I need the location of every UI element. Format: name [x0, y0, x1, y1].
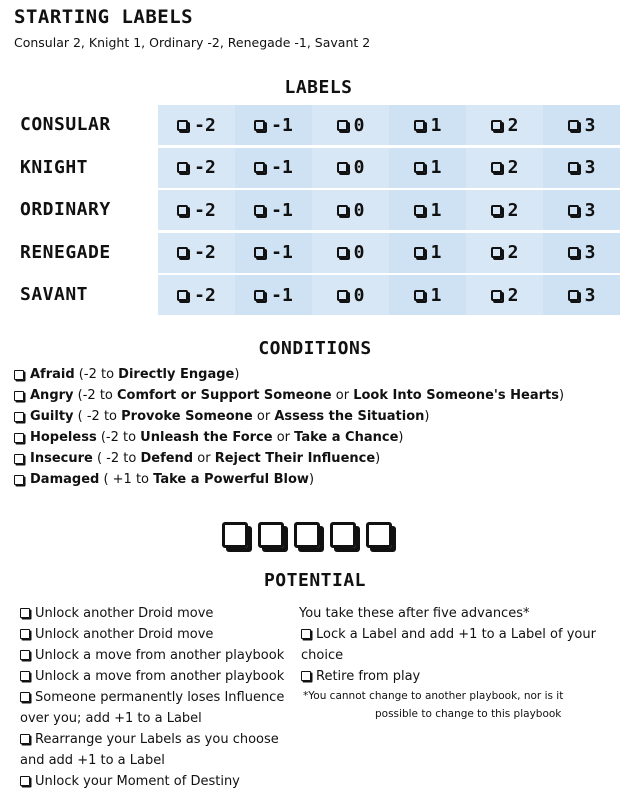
checkbox-icon[interactable]	[414, 290, 425, 301]
label-option[interactable]	[466, 275, 543, 315]
label-value: -1	[271, 199, 293, 221]
condition-or: or	[252, 409, 275, 424]
label-value: 3	[584, 199, 596, 221]
label-option[interactable]	[158, 190, 235, 230]
checkbox-icon[interactable]	[177, 162, 188, 173]
label-option[interactable]	[543, 105, 620, 145]
label-value: -2	[194, 114, 216, 136]
checkbox-icon[interactable]	[491, 290, 502, 301]
label-cells	[158, 105, 620, 145]
label-option[interactable]	[312, 190, 389, 230]
checkbox-icon[interactable]	[337, 205, 348, 216]
label-row	[0, 275, 637, 315]
starting-labels-text: Consular 2, Knight 1, Ordinary -2, Renegade -1, Savant 2	[14, 35, 371, 50]
label-option[interactable]	[543, 275, 620, 315]
label-value: 0	[353, 157, 365, 178]
condition-name: Afraid	[30, 367, 75, 382]
condition-move: Assess the Situation	[274, 409, 425, 424]
checkbox-icon[interactable]	[14, 433, 24, 443]
checkbox-icon[interactable]	[254, 290, 265, 301]
condition-item	[14, 427, 564, 448]
label-cells	[158, 233, 620, 273]
checkbox-icon[interactable]	[14, 412, 24, 422]
labels-title: LABELS	[284, 77, 353, 98]
condition-post: )	[234, 367, 240, 382]
label-value: 2	[507, 242, 519, 263]
checkbox-icon[interactable]	[301, 671, 311, 681]
condition-pre: (-2 to	[73, 388, 117, 403]
potential-item	[20, 687, 290, 729]
label-cells	[158, 275, 620, 315]
checkbox-icon[interactable]	[20, 650, 30, 660]
potential-text: Someone permanently loses Influence over you; add +1 to a Label	[20, 690, 285, 726]
label-value: 0	[353, 284, 365, 306]
potential-note-1: *You cannot change to another playbook, nor is it	[303, 690, 564, 702]
advance-checkbox[interactable]	[366, 522, 392, 548]
label-row	[0, 148, 637, 188]
condition-name: Hopeless	[30, 430, 97, 445]
condition-move: Reject Their Influence	[214, 451, 376, 466]
label-value: -2	[194, 242, 216, 263]
label-value: 3	[584, 284, 596, 306]
label-row	[0, 105, 637, 145]
potential-note-2: possible to change to this playbook	[375, 708, 562, 720]
label-value: 0	[353, 114, 365, 136]
condition-pre: ( -2 to	[92, 451, 141, 466]
condition-move: Look Into Someone's Hearts	[353, 388, 560, 403]
label-option[interactable]	[543, 190, 620, 230]
condition-pre: (-2 to	[74, 367, 119, 382]
potential-text: Unlock another Droid move	[35, 606, 214, 621]
potential-intro: You take these after five advances*	[299, 606, 530, 621]
condition-item	[14, 448, 564, 469]
potential-left-list	[20, 603, 290, 792]
advance-checkbox[interactable]	[258, 522, 284, 548]
checkbox-icon[interactable]	[20, 776, 30, 786]
condition-pre: (-2 to	[96, 430, 141, 445]
label-option[interactable]	[466, 190, 543, 230]
condition-text	[30, 364, 239, 385]
label-value: -1	[271, 114, 293, 136]
checkbox-icon[interactable]	[14, 370, 24, 380]
label-option[interactable]	[158, 105, 235, 145]
checkbox-icon[interactable]	[177, 120, 188, 131]
label-value: 1	[430, 284, 442, 306]
potential-item	[20, 645, 290, 666]
label-value: 0	[353, 199, 365, 221]
checkbox-icon[interactable]	[14, 391, 24, 401]
label-option[interactable]	[389, 233, 466, 273]
checkbox-icon[interactable]	[177, 290, 188, 301]
checkbox-icon[interactable]	[568, 290, 579, 301]
label-value: -1	[271, 157, 293, 178]
label-value: -1	[271, 284, 293, 306]
condition-post: )	[398, 430, 404, 445]
label-option[interactable]	[466, 105, 543, 145]
potential-item	[20, 771, 290, 792]
label-value: 3	[584, 157, 596, 178]
advance-checkbox[interactable]	[330, 522, 356, 548]
label-option[interactable]	[235, 190, 312, 230]
potential-title: POTENTIAL	[263, 570, 367, 591]
condition-item	[14, 469, 564, 490]
label-option[interactable]	[312, 233, 389, 273]
condition-move: Unleash the Force	[140, 430, 273, 445]
checkbox-icon[interactable]	[14, 454, 24, 464]
checkbox-icon[interactable]	[254, 247, 265, 258]
label-value: 2	[507, 284, 519, 306]
potential-text: Rearrange your Labels as you choose and add +1 to a Label	[20, 732, 279, 768]
label-option[interactable]	[389, 105, 466, 145]
label-value: 3	[584, 242, 596, 263]
condition-text	[30, 385, 564, 406]
checkbox-icon[interactable]	[414, 247, 425, 258]
label-value: -1	[271, 242, 293, 263]
condition-move: Directly Engage	[118, 367, 235, 382]
checkbox-icon[interactable]	[414, 205, 425, 216]
label-cells	[158, 148, 620, 188]
potential-item	[299, 624, 599, 666]
label-name: KNIGHT	[20, 156, 89, 178]
label-name: SAVANT	[20, 284, 89, 305]
label-name: ORDINARY	[20, 199, 111, 220]
label-value: 1	[430, 242, 442, 263]
checkbox-icon[interactable]	[337, 162, 348, 173]
condition-text	[30, 406, 429, 427]
potential-text: Unlock another Droid move	[35, 627, 214, 642]
label-row	[0, 233, 637, 273]
potential-item	[299, 666, 599, 687]
label-option[interactable]	[235, 233, 312, 273]
condition-or: or	[272, 430, 295, 445]
label-option[interactable]	[543, 148, 620, 188]
checkbox-icon[interactable]	[14, 475, 24, 485]
condition-text	[30, 448, 380, 469]
potential-right-list	[299, 603, 599, 723]
label-value: 1	[430, 114, 442, 136]
label-option[interactable]	[466, 233, 543, 273]
label-option[interactable]	[389, 190, 466, 230]
checkbox-icon[interactable]	[20, 629, 30, 639]
condition-post: )	[424, 409, 430, 424]
condition-item	[14, 385, 564, 406]
label-value: 1	[430, 199, 442, 221]
condition-move: Defend	[140, 451, 194, 466]
condition-name: Angry	[30, 388, 74, 403]
checkbox-icon[interactable]	[20, 692, 30, 702]
checkbox-icon[interactable]	[254, 205, 265, 216]
condition-move: Provoke Someone	[121, 409, 253, 424]
condition-move: Take a Chance	[294, 430, 399, 445]
label-cells	[158, 190, 620, 230]
checkbox-icon[interactable]	[568, 247, 579, 258]
label-name: CONSULAR	[20, 114, 111, 135]
label-value: 2	[507, 199, 519, 221]
condition-pre: ( +1 to	[99, 472, 154, 487]
checkbox-icon[interactable]	[254, 120, 265, 131]
label-option[interactable]	[235, 148, 312, 188]
condition-name: Guilty	[30, 409, 74, 424]
checkbox-icon[interactable]	[491, 205, 502, 216]
label-option[interactable]	[389, 148, 466, 188]
condition-or: or	[331, 388, 354, 403]
potential-item	[20, 624, 290, 645]
condition-item	[14, 364, 564, 385]
checkbox-icon[interactable]	[20, 608, 30, 618]
condition-move: Take a Powerful Blow	[153, 472, 309, 487]
checkbox-icon[interactable]	[491, 120, 502, 131]
checkbox-icon[interactable]	[337, 247, 348, 258]
condition-move: Comfort or Support Someone	[117, 388, 332, 403]
label-value: 2	[507, 157, 519, 178]
label-option[interactable]	[158, 275, 235, 315]
advance-checkbox[interactable]	[222, 522, 248, 548]
condition-post: )	[308, 472, 315, 487]
label-value: 2	[507, 114, 519, 136]
label-option[interactable]	[235, 105, 312, 145]
checkbox-icon[interactable]	[20, 671, 30, 681]
checkbox-icon[interactable]	[337, 290, 348, 301]
checkbox-icon[interactable]	[254, 162, 265, 173]
label-value: -2	[194, 199, 216, 221]
label-option[interactable]	[466, 148, 543, 188]
condition-post: )	[375, 451, 381, 466]
potential-item	[20, 729, 290, 771]
condition-item	[14, 406, 564, 427]
potential-item	[20, 666, 290, 687]
label-option[interactable]	[312, 148, 389, 188]
potential-text: Lock a Label and add +1 to a Label of your choice	[301, 627, 596, 663]
label-option[interactable]	[158, 148, 235, 188]
advance-checkbox[interactable]	[294, 522, 320, 548]
condition-text	[30, 469, 314, 490]
condition-or: or	[193, 451, 215, 466]
label-value: -2	[194, 157, 216, 178]
conditions-list	[14, 364, 564, 490]
checkbox-icon[interactable]	[414, 162, 425, 173]
checkbox-icon[interactable]	[414, 120, 425, 131]
label-name: RENEGADE	[20, 241, 111, 263]
starting-labels-title: STARTING LABELS	[14, 6, 194, 28]
label-row	[0, 190, 637, 230]
condition-pre: ( -2 to	[73, 409, 122, 424]
checkbox-icon[interactable]	[568, 205, 579, 216]
checkbox-icon[interactable]	[491, 247, 502, 258]
label-option[interactable]	[389, 275, 466, 315]
label-value: 3	[584, 114, 596, 136]
checkbox-icon[interactable]	[568, 162, 579, 173]
potential-item	[20, 603, 290, 624]
checkbox-icon[interactable]	[568, 120, 579, 131]
advance-boxes	[222, 522, 392, 548]
label-value: 0	[353, 242, 365, 263]
checkbox-icon[interactable]	[177, 205, 188, 216]
label-option[interactable]	[543, 233, 620, 273]
checkbox-icon[interactable]	[20, 734, 30, 744]
checkbox-icon[interactable]	[491, 162, 502, 173]
checkbox-icon[interactable]	[301, 629, 311, 639]
checkbox-icon[interactable]	[337, 120, 348, 131]
label-option[interactable]	[312, 105, 389, 145]
label-option[interactable]	[312, 275, 389, 315]
potential-text: Unlock a move from another playbook	[35, 669, 285, 684]
label-value: 1	[430, 157, 442, 178]
checkbox-icon[interactable]	[177, 247, 188, 258]
label-value: -2	[194, 284, 216, 306]
condition-text	[30, 427, 403, 448]
condition-name: Damaged	[30, 472, 100, 487]
potential-text: Unlock a move from another playbook	[35, 648, 285, 663]
potential-text: Unlock your Moment of Destiny	[35, 774, 240, 789]
condition-name: Insecure	[30, 451, 93, 466]
conditions-title: CONDITIONS	[258, 338, 372, 359]
potential-text: Retire from play	[316, 669, 421, 684]
condition-post: )	[559, 388, 565, 403]
label-option[interactable]	[235, 275, 312, 315]
label-option[interactable]	[158, 233, 235, 273]
